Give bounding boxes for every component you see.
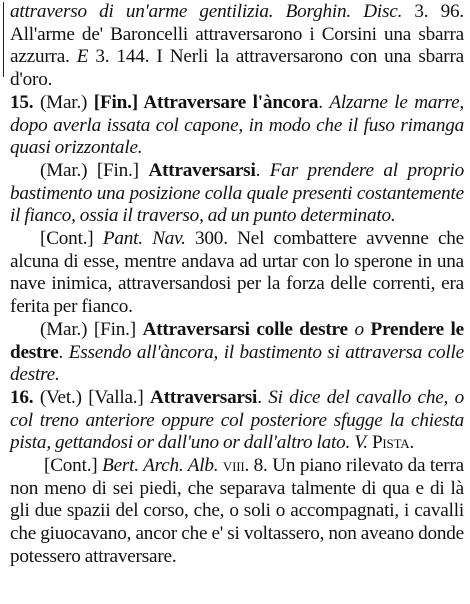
text-segment: (Vet.) [Valla.]: [33, 386, 151, 408]
text-segment: 15.: [10, 91, 34, 113]
entry-paragraph: [10, 92, 464, 160]
margin-rule: [3, 2, 4, 77]
text-segment: .: [318, 91, 330, 113]
text-segment: 16.: [10, 386, 34, 408]
entry-paragraph: [10, 160, 464, 228]
text-segment: Attraversarsi: [148, 159, 256, 181]
text-segment: 3. 96. All'arme de' Baroncelli attraversarono i Corsini una sbarra azzurra.: [10, 1, 464, 68]
text-segment: o: [347, 318, 371, 340]
text-segment: .: [255, 159, 270, 181]
entry-paragraph: [10, 319, 464, 387]
entry-paragraph: [10, 387, 464, 455]
text-segment: Pista: [371, 432, 410, 454]
text-segment: .: [409, 432, 415, 454]
text-segment: Pant. Nav.: [102, 228, 186, 250]
text-segment: 300. Nel combattere avvenne che alcuna di esse, mentre andava ad urtar con lo sperone in una nave inimica, attraversandosi per la forza delle correnti, era ferita per fianco.: [10, 228, 464, 318]
text-segment: Essendo all'àncora, il bastimento si attraversa colle destre.: [10, 341, 464, 386]
text-segment: Prendere le destre: [10, 318, 464, 363]
text-segment: Attraversarsi colle destre: [142, 318, 348, 340]
entry-paragraph: [10, 1, 464, 92]
text-segment: (Mar.) [Fin.]: [40, 159, 149, 181]
text-segment: .: [58, 341, 69, 363]
text-column: [10, 1, 464, 569]
text-segment: attraverso di un'arme gentilizia. Borghin. Disc.: [10, 1, 403, 22]
text-segment: Attraversarsi: [150, 386, 258, 408]
entry-paragraph: [10, 228, 464, 319]
text-segment: [Cont.]: [44, 455, 103, 477]
text-segment: 3. 144. I Nerli la attraversarono con una sbarra d'oro.: [10, 46, 464, 91]
text-segment: (Mar.): [33, 91, 94, 113]
text-segment: Si dice del cavallo che, o col treno anteriore oppure col posteriore sfugge la chiesta pista, gettandosi or dall'uno or dall'altro lato. V.: [10, 386, 464, 454]
text-segment: Bert. Arch. Alb.: [102, 455, 219, 477]
text-segment: Alzarne le marre, dopo averla issata col capone, in modo che il fuso rimanga quasi orizzontale.: [10, 91, 465, 159]
text-segment: . 8. Un piano rilevato da terra non meno di sei piedi, che separava talmente di qua e di là gli due spazii del corso, che, o soli o accompagnati, i cavalli che giuocavano, ancor che e' si voltassero, non aveano donde potessero attraversare.: [10, 455, 464, 567]
text-segment: [Fin.] Attraversare l'àncora: [93, 91, 319, 113]
text-segment: (Mar.) [Fin.]: [40, 318, 143, 340]
text-segment: .: [257, 386, 269, 408]
entry-paragraph: [10, 455, 464, 569]
text-segment: [Cont.]: [40, 228, 103, 250]
text-segment: viii: [222, 455, 245, 477]
text-segment: Far prendere al proprio bastimento una posizione colla quale presenti costantemente il fianco, ossia il traverso, ad un punto determinato.: [10, 159, 465, 227]
text-segment: E: [76, 46, 89, 68]
